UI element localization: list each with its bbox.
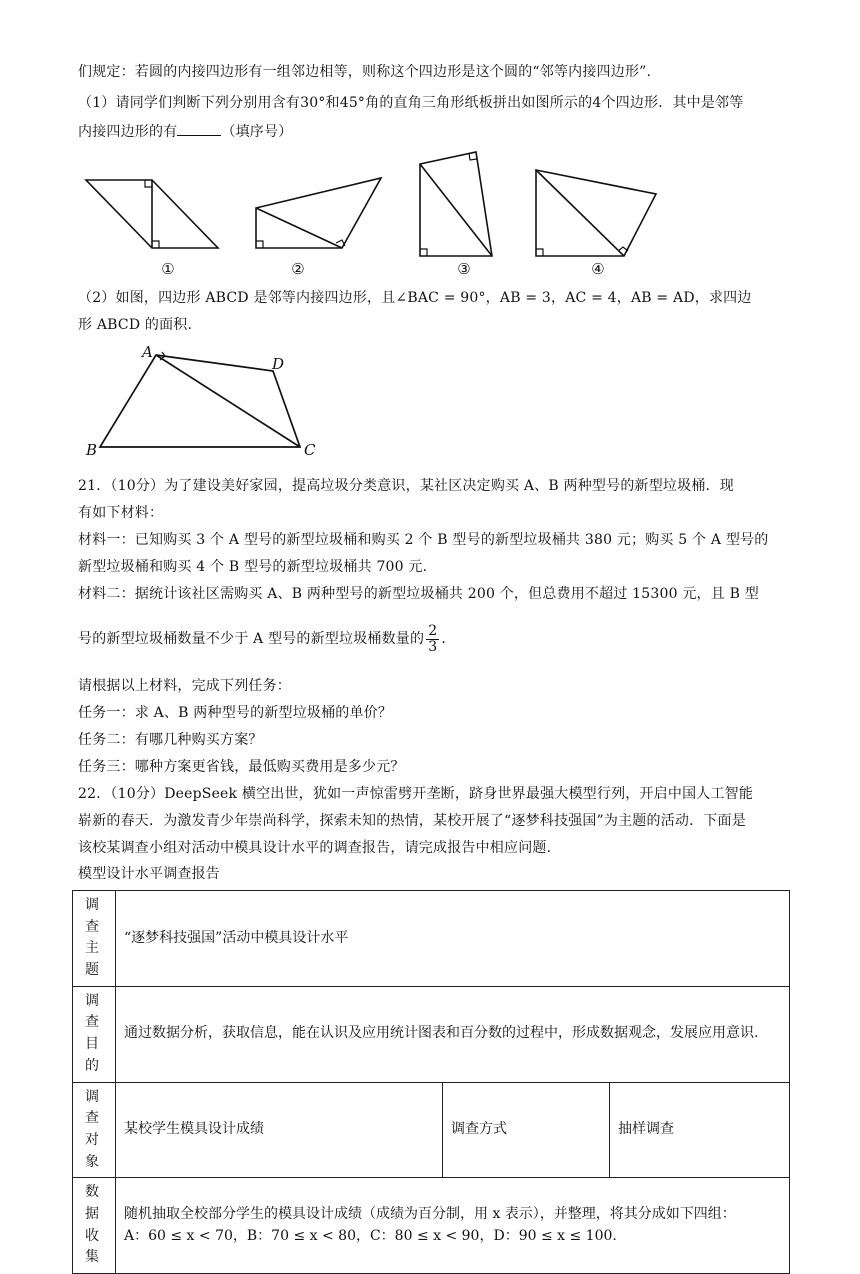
q21-material1-b: 新型垃圾桶和购买 4 个 B 型号的新型垃圾桶共 700 元. bbox=[78, 559, 428, 575]
point-label-c: C bbox=[304, 441, 316, 459]
q21-line1: 21．（10分）为了建设美好家园，提高垃圾分类意识，某社区决定购买 A、B 两种型号的新型垃圾桶．现 bbox=[78, 478, 734, 494]
q21-task1: 任务一：求 A、B 两种型号的新型垃圾桶的单价？ bbox=[78, 705, 393, 721]
figure-label-1: ① bbox=[161, 260, 175, 278]
figure-label-3: ③ bbox=[457, 260, 471, 278]
quadrilateral-figures bbox=[78, 150, 658, 285]
q2-text-line2: 形 ABCD 的面积. bbox=[78, 317, 193, 333]
q2-text-line1: （2）如图，四边形 ABCD 是邻等内接四边形，且∠BAC = 90°，AB = 3，AC = 4，AB = AD，求四边 bbox=[78, 290, 752, 306]
figure-2-shape bbox=[256, 178, 381, 248]
table-row bbox=[73, 1178, 790, 1274]
row-head-collection: 数据收集 bbox=[73, 1178, 116, 1274]
figure-label-2: ② bbox=[291, 260, 305, 278]
q21-prompt: 请根据以上材料，完成下列任务： bbox=[78, 678, 291, 694]
row-value-object: 某校学生模具设计成绩 bbox=[116, 1082, 443, 1178]
figure-4-shape bbox=[536, 170, 656, 256]
fraction-two-thirds bbox=[426, 624, 439, 654]
point-label-d: D bbox=[272, 355, 285, 373]
table-row bbox=[73, 1082, 790, 1178]
row-value-method: 抽样调查 bbox=[610, 1082, 790, 1178]
q21-material1-a: 材料一：已知购买 3 个 A 型号的新型垃圾桶和购买 2 个 B 型号的新型垃圾桶共 380 元；购买 5 个 A 型号的 bbox=[78, 532, 769, 548]
q21-material2-b bbox=[78, 624, 790, 654]
collection-line1: 随机抽取全校部分学生的模具设计成绩（成绩为百分制，用 x 表示），并整理，将其分成如下四组： bbox=[124, 1205, 736, 1222]
q21-task3: 任务三：哪种方案更省钱，最低购买费用是多少元？ bbox=[78, 759, 405, 775]
row-head-topic: 调查主题 bbox=[73, 891, 116, 987]
row-value-topic: “逐梦科技强国”活动中模具设计水平 bbox=[116, 891, 790, 987]
figure-1-shape bbox=[86, 180, 218, 248]
q21-material2-a: 材料二：据统计该社区需购买 A、B 两种型号的新型垃圾桶共 200 个，但总费用不超过 15300 元，且 B 型 bbox=[78, 586, 759, 602]
q1-text-line2 bbox=[78, 121, 790, 144]
fraction-numerator: 2 bbox=[428, 623, 438, 639]
q21-line2: 有如下材料： bbox=[78, 505, 164, 521]
q22-line1: 22．（10分）DeepSeek 横空出世，犹如一声惊雷劈开垄断，跻身世界最强大模型行列，开启中国人工智能 bbox=[78, 786, 754, 802]
figure-3-shape bbox=[420, 152, 492, 256]
q1-text-post: （填序号） bbox=[221, 124, 293, 140]
q22-line3: 该校某调查小组对活动中模具设计水平的调查报告，请完成报告中相应问题. bbox=[78, 840, 552, 856]
table-row bbox=[73, 986, 790, 1082]
q22-line2: 崭新的春天．为激发青少年崇尚科学，探索未知的热情，某校开展了“逐梦科技强国”为主题的活动．下面是 bbox=[78, 813, 746, 829]
row-label-method: 调查方式 bbox=[443, 1082, 610, 1178]
row-value-purpose: 通过数据分析，获取信息，能在认识及应用统计图表和百分数的过程中，形成数据观念，发展应用意识. bbox=[116, 986, 790, 1082]
q1-text-pre: 内接四边形的有 bbox=[78, 124, 178, 140]
q21-material2-b-text: 号的新型垃圾桶数量不少于 A 型号的新型垃圾桶数量的 bbox=[78, 631, 425, 648]
q21-material2-b-end: . bbox=[441, 631, 446, 648]
answer-blank[interactable] bbox=[177, 121, 221, 136]
fraction-denominator: 3 bbox=[428, 638, 438, 655]
definition-text: 们规定：若圆的内接四边形有一组邻边相等，则称这个四边形是这个圆的“邻等内接四边形”. bbox=[78, 64, 652, 80]
row-head-object: 调查对象 bbox=[73, 1082, 116, 1178]
figure-label-4: ④ bbox=[591, 260, 605, 278]
row-head-purpose: 调查目的 bbox=[73, 986, 116, 1082]
report-title: 模型设计水平调查报告 bbox=[78, 866, 220, 882]
row-value-collection bbox=[116, 1178, 790, 1274]
table-row bbox=[73, 891, 790, 987]
survey-report-table bbox=[72, 890, 790, 1274]
q1-text-line1: （1）请同学们判断下列分别用含有30°和45°角的直角三角形纸板拼出如图所示的4个四边形．其中是邻等 bbox=[78, 95, 744, 111]
q21-task2: 任务二：有哪几种购买方案？ bbox=[78, 732, 263, 748]
point-label-a: A bbox=[142, 343, 153, 361]
collection-line2: A：60 ≤ x < 70，B：70 ≤ x < 80，C：80 ≤ x < 90，D：90 ≤ x ≤ 100. bbox=[124, 1227, 617, 1244]
quadrilateral-abcd-figure bbox=[80, 342, 330, 462]
point-label-b: B bbox=[86, 441, 98, 459]
